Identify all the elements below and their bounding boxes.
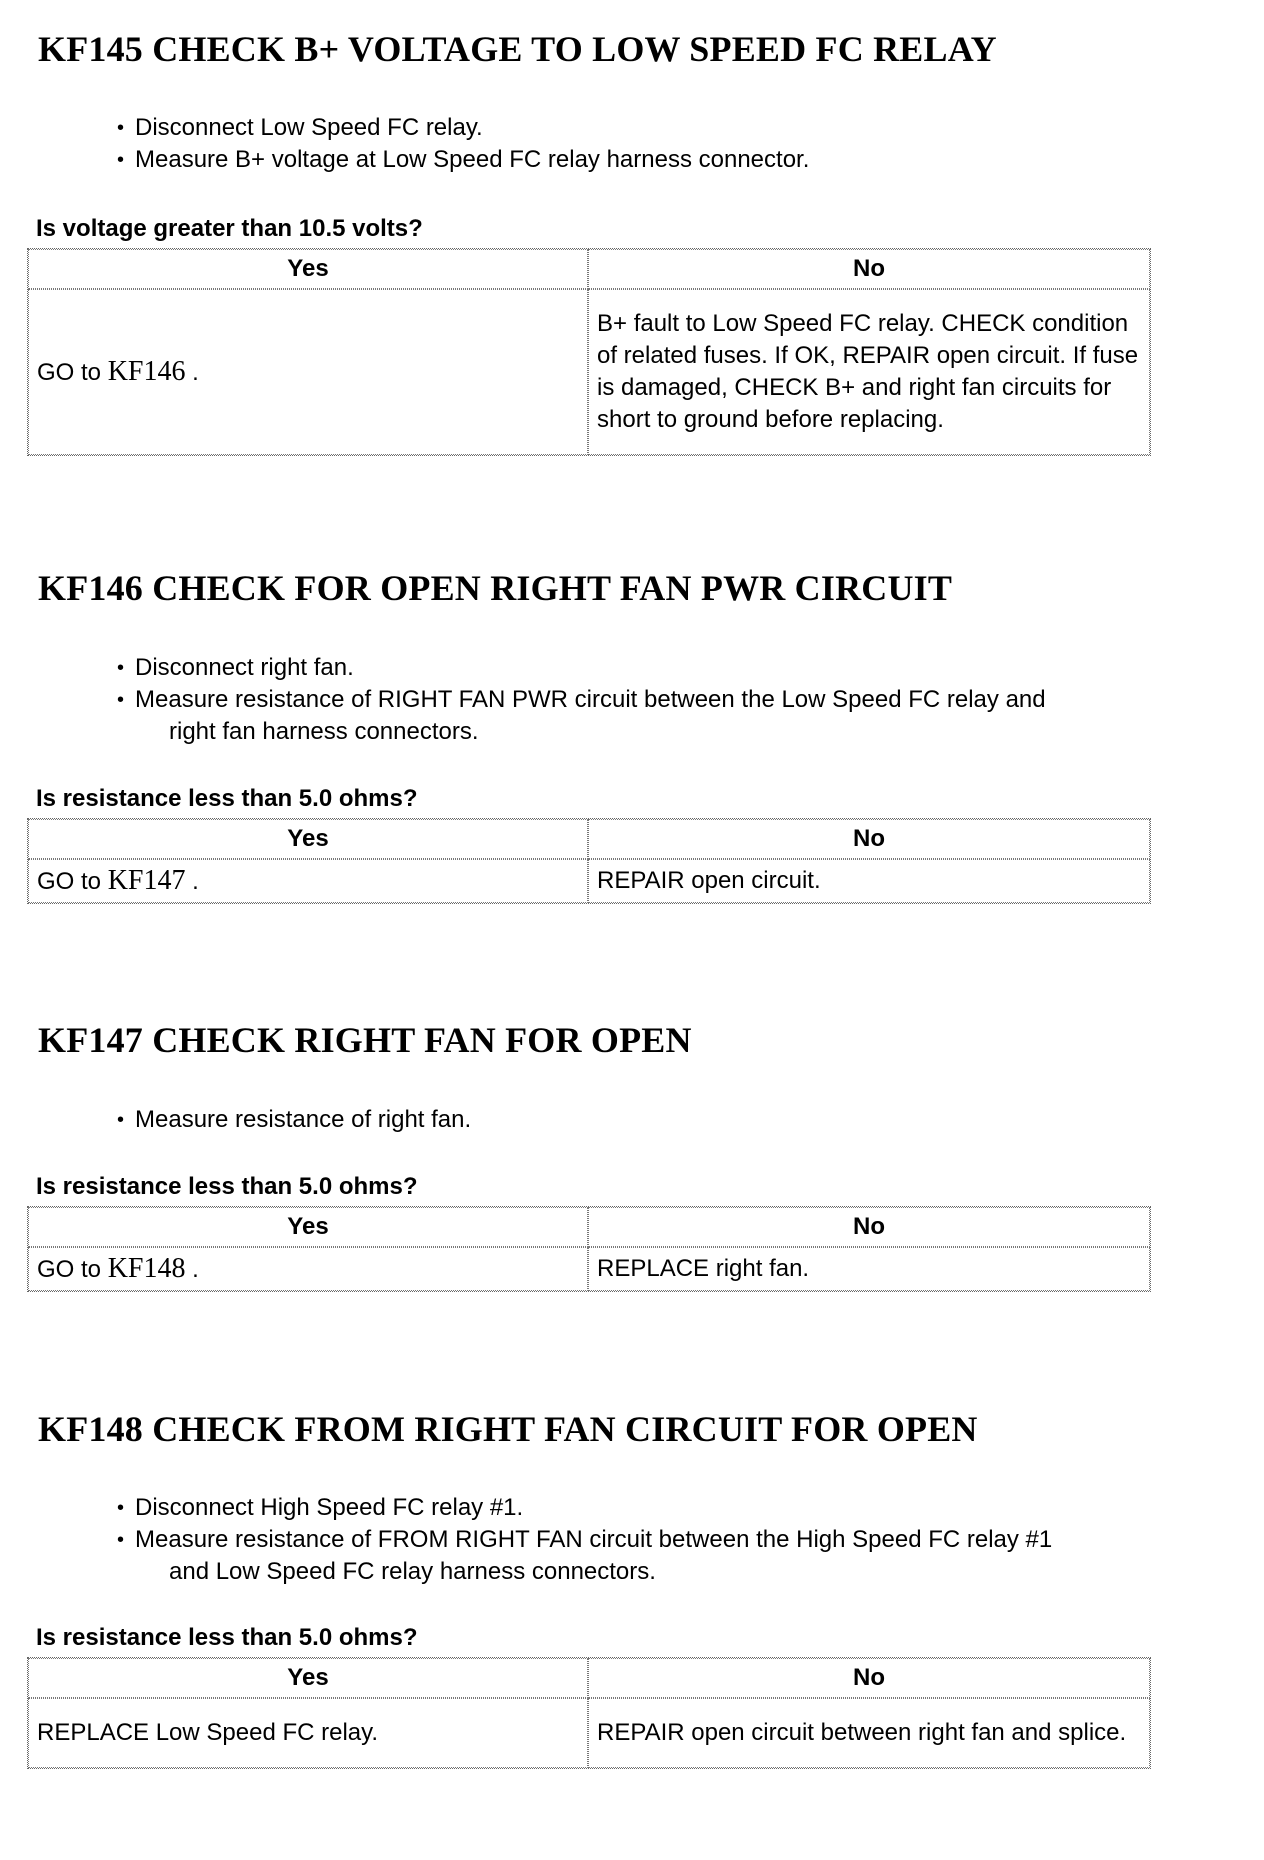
go-to-link-kf147[interactable]: KF147 bbox=[107, 865, 186, 896]
go-to-period: . bbox=[192, 359, 199, 386]
instruction-line-continued: and Low Speed FC relay harness connectors. bbox=[169, 1558, 656, 1585]
go-to-link-kf148[interactable]: KF148 bbox=[107, 1253, 186, 1284]
decision-table bbox=[27, 248, 1151, 456]
question-text: Is voltage greater than 10.5 volts? bbox=[36, 215, 423, 242]
instruction-item: • Measure resistance of right fan. bbox=[115, 1104, 471, 1136]
go-to-label: GO to bbox=[37, 868, 102, 895]
no-cell: REPAIR open circuit. bbox=[588, 859, 1150, 903]
yes-cell bbox=[28, 1247, 588, 1291]
no-header: No bbox=[588, 1658, 1150, 1698]
section-title: KF145 CHECK B+ VOLTAGE TO LOW SPEED FC RELAY bbox=[38, 29, 997, 69]
go-to-period: . bbox=[192, 868, 199, 895]
instruction-line-continued: right fan harness connectors. bbox=[169, 718, 479, 745]
question-text: Is resistance less than 5.0 ohms? bbox=[36, 1173, 418, 1200]
instruction-item: • Measure B+ voltage at Low Speed FC relay harness connector. bbox=[115, 144, 809, 176]
yes-cell: REPLACE Low Speed FC relay. bbox=[28, 1698, 588, 1768]
yes-header: Yes bbox=[28, 249, 588, 289]
go-to-link-kf146[interactable]: KF146 bbox=[107, 356, 186, 387]
instruction-line: Measure resistance of RIGHT FAN PWR circuit between the Low Speed FC relay and bbox=[135, 686, 1046, 713]
yes-header: Yes bbox=[28, 1658, 588, 1698]
instruction-item: • Disconnect High Speed FC relay #1. bbox=[115, 1492, 1052, 1524]
instruction-list bbox=[115, 112, 809, 176]
no-header: No bbox=[588, 249, 1150, 289]
instruction-item: • Disconnect Low Speed FC relay. bbox=[115, 112, 809, 144]
section-title: KF146 CHECK FOR OPEN RIGHT FAN PWR CIRCUIT bbox=[38, 568, 953, 608]
go-to-label: GO to bbox=[37, 359, 102, 386]
section-title: KF148 CHECK FROM RIGHT FAN CIRCUIT FOR OPEN bbox=[38, 1409, 978, 1449]
instruction-list bbox=[115, 1104, 471, 1136]
instruction-list bbox=[115, 1492, 1052, 1588]
no-cell: REPLACE right fan. bbox=[588, 1247, 1150, 1291]
no-header: No bbox=[588, 819, 1150, 859]
decision-table bbox=[27, 1657, 1151, 1769]
go-to-period: . bbox=[192, 1256, 199, 1283]
yes-cell bbox=[28, 289, 588, 455]
question-text: Is resistance less than 5.0 ohms? bbox=[36, 785, 418, 812]
instruction-item bbox=[115, 1524, 1052, 1588]
no-cell: B+ fault to Low Speed FC relay. CHECK condition of related fuses. If OK, REPAIR open circuit. If fuse is damaged, CHECK B+ and right fan circuits for short to ground before replacing. bbox=[588, 289, 1150, 455]
yes-header: Yes bbox=[28, 819, 588, 859]
instruction-item: • Disconnect right fan. bbox=[115, 652, 1046, 684]
decision-table bbox=[27, 1206, 1151, 1292]
yes-cell bbox=[28, 859, 588, 903]
question-text: Is resistance less than 5.0 ohms? bbox=[36, 1624, 418, 1651]
instruction-line: Measure resistance of FROM RIGHT FAN circuit between the High Speed FC relay #1 bbox=[135, 1526, 1053, 1553]
section-title: KF147 CHECK RIGHT FAN FOR OPEN bbox=[38, 1020, 692, 1060]
go-to-label: GO to bbox=[37, 1256, 102, 1283]
yes-header: Yes bbox=[28, 1207, 588, 1247]
no-cell: REPAIR open circuit between right fan and splice. bbox=[588, 1698, 1150, 1768]
no-header: No bbox=[588, 1207, 1150, 1247]
instruction-list bbox=[115, 652, 1046, 748]
instruction-item bbox=[115, 684, 1046, 748]
decision-table bbox=[27, 818, 1151, 904]
